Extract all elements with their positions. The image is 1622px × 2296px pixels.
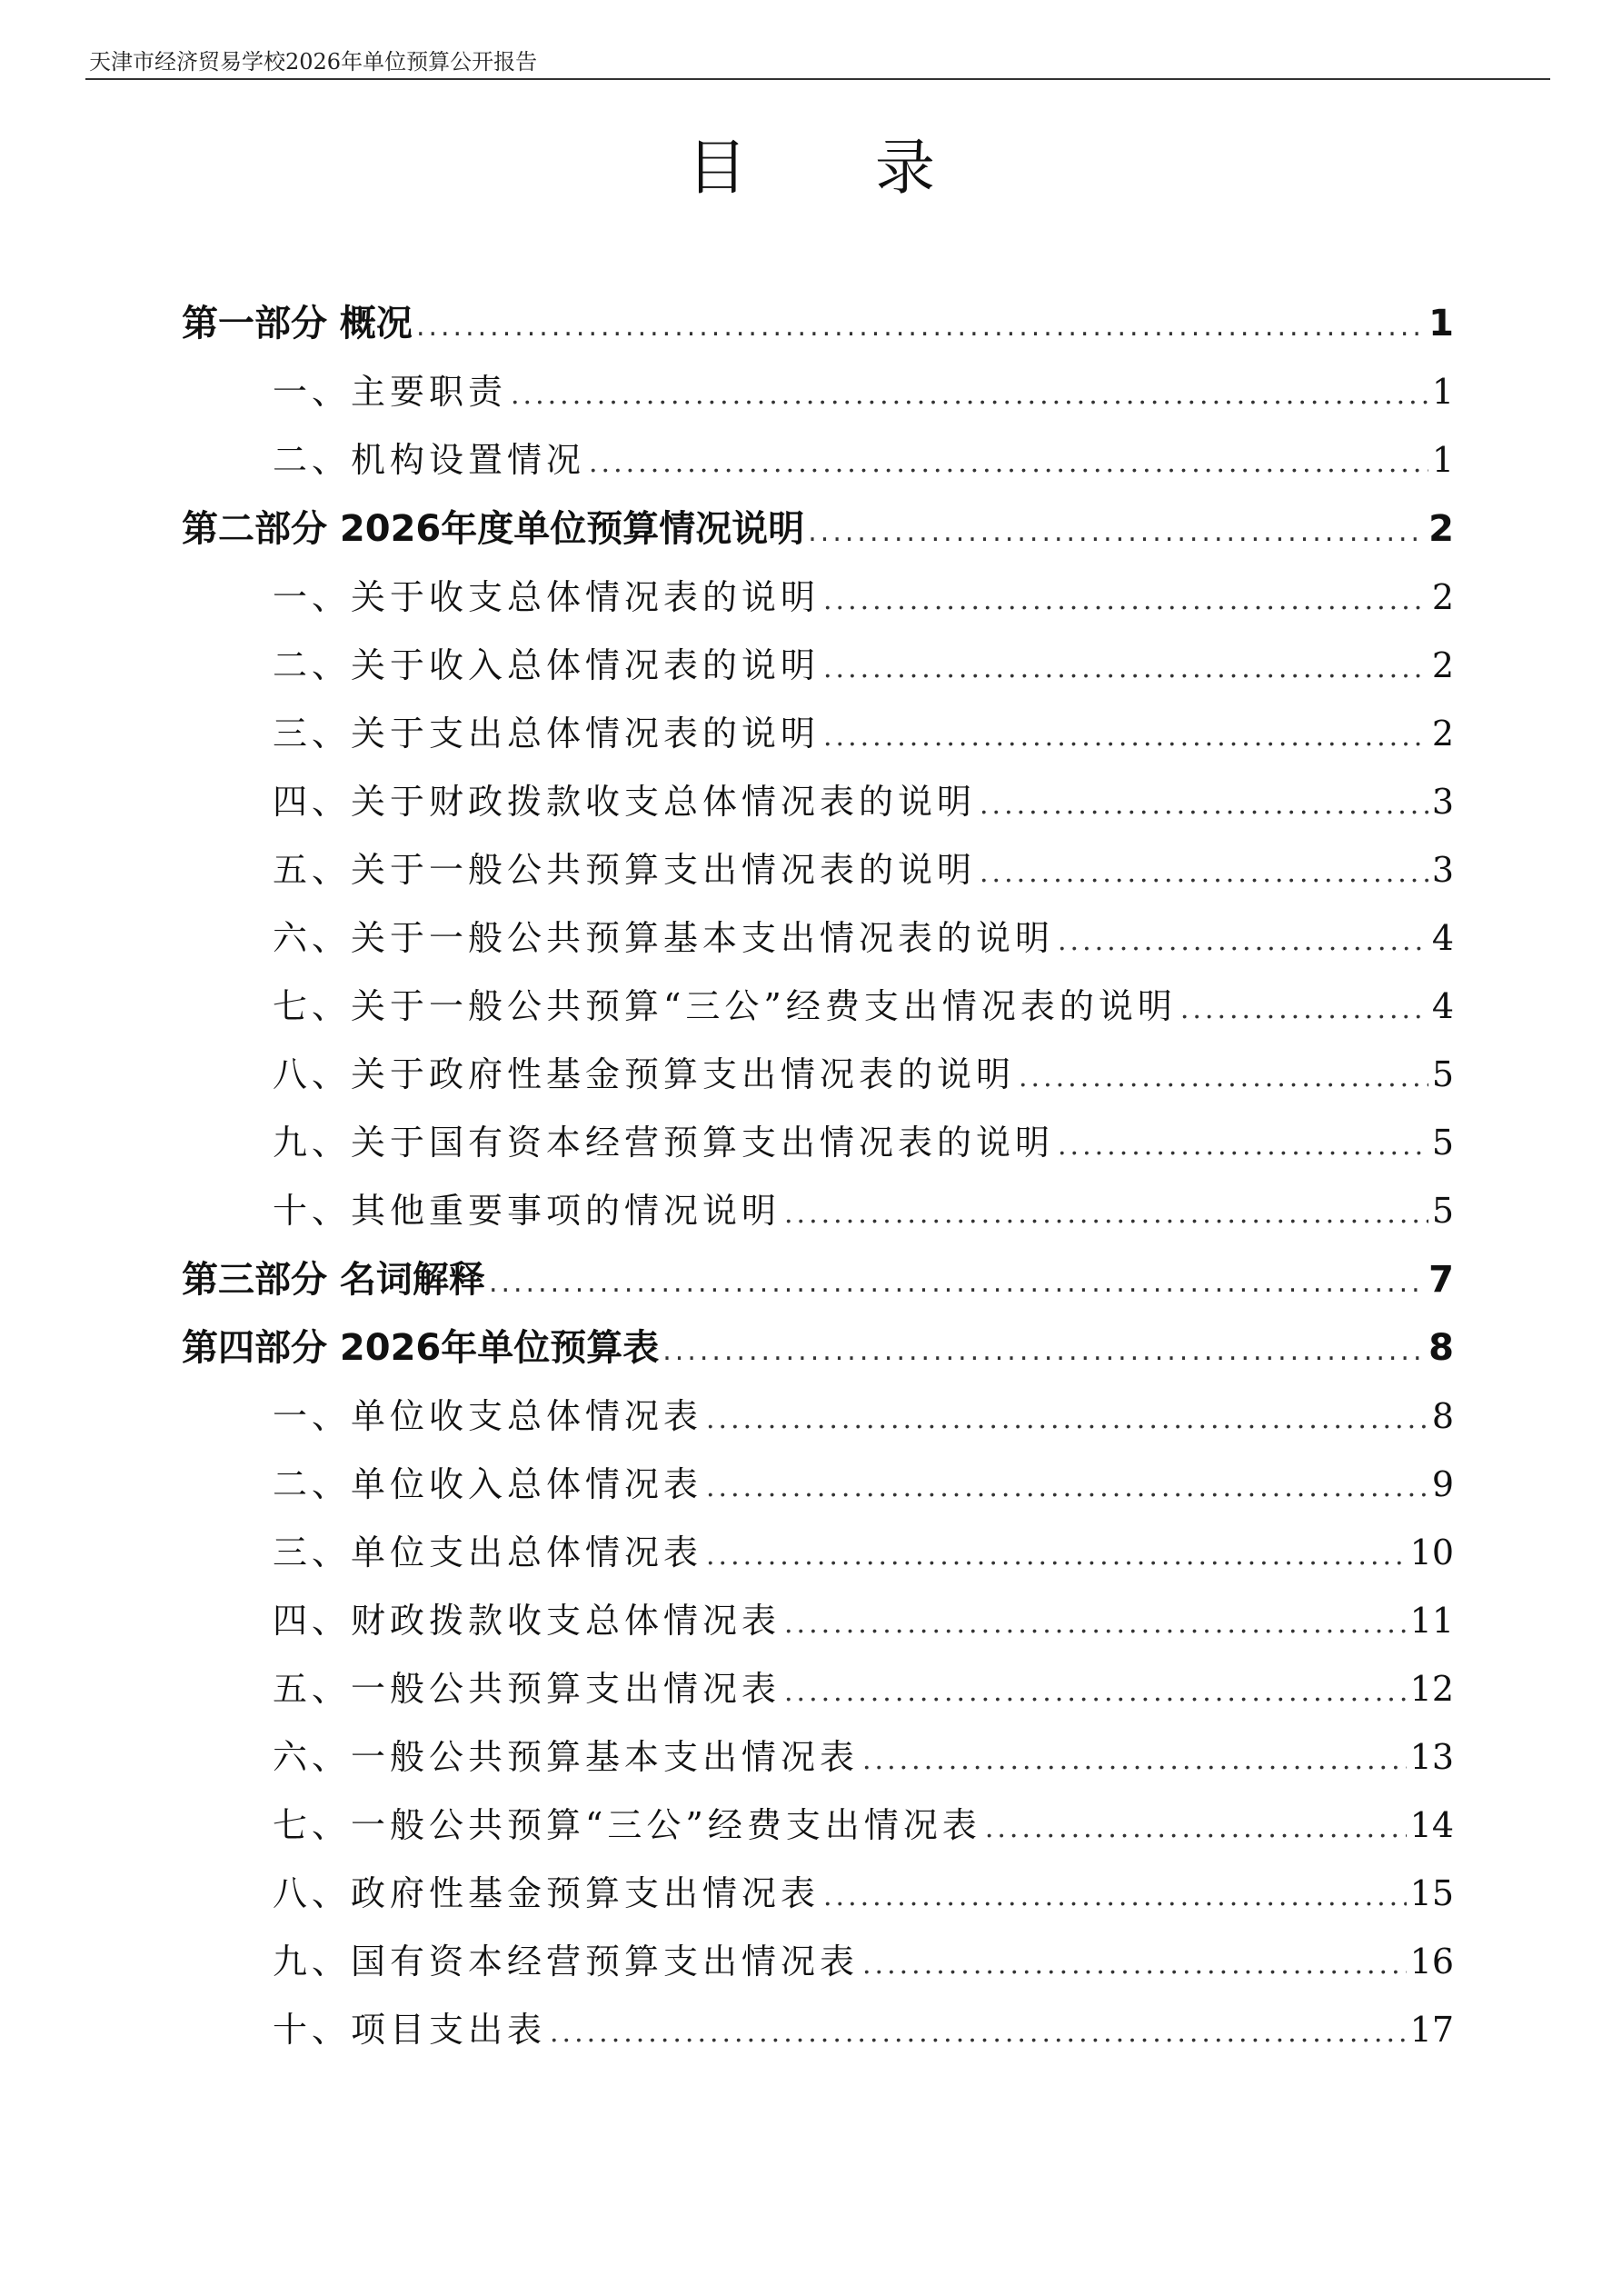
- toc-item[interactable]: [273, 843, 1454, 897]
- toc-page-number: 7: [1428, 1259, 1454, 1301]
- toc-label: 一、主要职责: [273, 372, 508, 412]
- toc-leader-dots: [1058, 914, 1428, 969]
- toc-label: 十、其他重要事项的情况说明: [273, 1191, 781, 1231]
- toc-label: 十、项目支出表: [273, 2010, 547, 2050]
- toc-page-number: 16: [1409, 1942, 1454, 1982]
- toc-item[interactable]: [273, 1662, 1454, 1716]
- toc-label: 一、单位收支总体情况表: [273, 1396, 703, 1436]
- toc-leader-dots: [550, 2006, 1407, 2061]
- toc-leader-dots: [985, 1802, 1407, 1856]
- toc-page-number: 5: [1431, 1191, 1454, 1231]
- toc-label: 第一部分 概况: [182, 303, 413, 344]
- toc-page-number: 17: [1409, 2010, 1454, 2050]
- toc-part-2[interactable]: [182, 502, 1454, 556]
- toc-page-number: 4: [1431, 918, 1454, 958]
- toc-label: 四、财政拨款收支总体情况表: [273, 1601, 781, 1641]
- toc-page-number: 9: [1431, 1464, 1454, 1504]
- toc-label: 五、关于一般公共预算支出情况表的说明: [273, 850, 977, 890]
- toc-page-number: 14: [1409, 1805, 1454, 1845]
- toc-leader-dots: [511, 368, 1428, 423]
- toc-item[interactable]: [273, 1183, 1454, 1238]
- toc-leader-dots: [706, 1529, 1407, 1583]
- toc-page-number: 5: [1431, 1123, 1454, 1163]
- toc-part-3[interactable]: [182, 1253, 1454, 1307]
- toc-label: 四、关于财政拨款收支总体情况表的说明: [273, 782, 977, 822]
- toc-leader-dots: [706, 1393, 1428, 1447]
- toc-label: 六、关于一般公共预算基本支出情况表的说明: [273, 918, 1055, 958]
- toc-page-number: 1: [1428, 303, 1454, 344]
- toc-leader-dots: [862, 1938, 1407, 1992]
- toc-label: 二、关于收入总体情况表的说明: [273, 645, 821, 685]
- toc-item[interactable]: [273, 1115, 1454, 1170]
- toc-leader-dots: [589, 436, 1428, 491]
- toc-item[interactable]: [273, 364, 1454, 419]
- toc-leader-dots: [1180, 983, 1428, 1037]
- toc-label: 二、单位收入总体情况表: [273, 1464, 703, 1504]
- toc-part-1[interactable]: [182, 296, 1454, 351]
- toc-page-number: 8: [1431, 1396, 1454, 1436]
- toc-label: 第三部分 名词解释: [182, 1259, 485, 1301]
- toc-page-number: 11: [1409, 1601, 1454, 1641]
- toc-item[interactable]: [273, 2002, 1454, 2057]
- toc-page-number: 8: [1428, 1327, 1454, 1369]
- toc-item[interactable]: [273, 706, 1454, 761]
- toc-page-number: 12: [1409, 1669, 1454, 1709]
- toc-label: 八、关于政府性基金预算支出情况表的说明: [273, 1054, 1016, 1094]
- toc-label: 一、关于收支总体情况表的说明: [273, 577, 821, 617]
- toc-part-4[interactable]: [182, 1321, 1454, 1375]
- toc-leader-dots: [784, 1597, 1407, 1652]
- toc-leader-dots: [980, 778, 1428, 833]
- toc-page-number: 5: [1431, 1054, 1454, 1094]
- toc-label: 七、关于一般公共预算“三公”经费支出情况表的说明: [273, 986, 1177, 1026]
- toc-item[interactable]: [273, 1798, 1454, 1852]
- toc-leader-dots: [823, 710, 1428, 764]
- toc-page-number: 2: [1431, 577, 1454, 617]
- toc-leader-dots: [1019, 1051, 1428, 1105]
- toc-item[interactable]: [273, 1047, 1454, 1102]
- toc-label: 三、关于支出总体情况表的说明: [273, 714, 821, 754]
- toc-label: 七、一般公共预算“三公”经费支出情况表: [273, 1805, 981, 1845]
- header-title: 天津市经济贸易学校2026年单位预算公开报告: [89, 49, 538, 75]
- toc-label: 第二部分 2026年度单位预算情况说明: [182, 508, 805, 550]
- toc-page-number: 13: [1409, 1737, 1454, 1777]
- page-title: 目 录: [687, 133, 990, 203]
- toc-page-number: 2: [1428, 508, 1454, 550]
- toc-item[interactable]: [273, 433, 1454, 487]
- toc-label: 二、机构设置情况: [273, 440, 586, 480]
- toc-label: 三、单位支出总体情况表: [273, 1532, 703, 1572]
- toc-item[interactable]: [273, 1389, 1454, 1443]
- toc-item[interactable]: [273, 1593, 1454, 1648]
- toc-leader-dots: [808, 505, 1425, 560]
- toc-page-number: 3: [1431, 782, 1454, 822]
- toc-label: 五、一般公共预算支出情况表: [273, 1669, 781, 1709]
- toc-item[interactable]: [273, 1730, 1454, 1784]
- toc-label: 八、政府性基金预算支出情况表: [273, 1873, 821, 1913]
- toc-item[interactable]: [273, 774, 1454, 829]
- toc-item[interactable]: [273, 1934, 1454, 1989]
- toc-page-number: 1: [1431, 440, 1454, 480]
- toc-page-number: 15: [1409, 1873, 1454, 1913]
- toc-leader-dots: [784, 1665, 1407, 1720]
- toc-leader-dots: [980, 846, 1428, 901]
- toc-item[interactable]: [273, 911, 1454, 965]
- toc-item[interactable]: [273, 979, 1454, 1033]
- toc-item[interactable]: [273, 1457, 1454, 1512]
- toc-page-number: 4: [1431, 986, 1454, 1026]
- toc-page-number: 3: [1431, 850, 1454, 890]
- toc-leader-dots: [784, 1187, 1428, 1242]
- toc-page-number: 1: [1431, 372, 1454, 412]
- toc-item[interactable]: [273, 570, 1454, 624]
- toc-item[interactable]: [273, 1866, 1454, 1921]
- toc-item[interactable]: [273, 638, 1454, 693]
- toc-label: 第四部分 2026年单位预算表: [182, 1327, 660, 1369]
- toc-leader-dots: [862, 1733, 1407, 1788]
- toc-page-number: 10: [1409, 1532, 1454, 1572]
- toc-page-number: 2: [1431, 714, 1454, 754]
- toc-page-number: 2: [1431, 645, 1454, 685]
- toc-leader-dots: [823, 1870, 1407, 1924]
- toc-label: 九、关于国有资本经营预算支出情况表的说明: [273, 1123, 1055, 1163]
- toc-label: 六、一般公共预算基本支出情况表: [273, 1737, 860, 1777]
- toc-leader-dots: [416, 300, 1425, 354]
- toc-leader-dots: [706, 1461, 1428, 1515]
- toc-leader-dots: [489, 1256, 1425, 1311]
- toc-leader-dots: [823, 574, 1428, 628]
- toc-leader-dots: [1058, 1119, 1428, 1173]
- toc-label: 九、国有资本经营预算支出情况表: [273, 1942, 860, 1982]
- toc-item[interactable]: [273, 1525, 1454, 1580]
- toc-leader-dots: [823, 642, 1428, 696]
- toc-leader-dots: [662, 1324, 1425, 1379]
